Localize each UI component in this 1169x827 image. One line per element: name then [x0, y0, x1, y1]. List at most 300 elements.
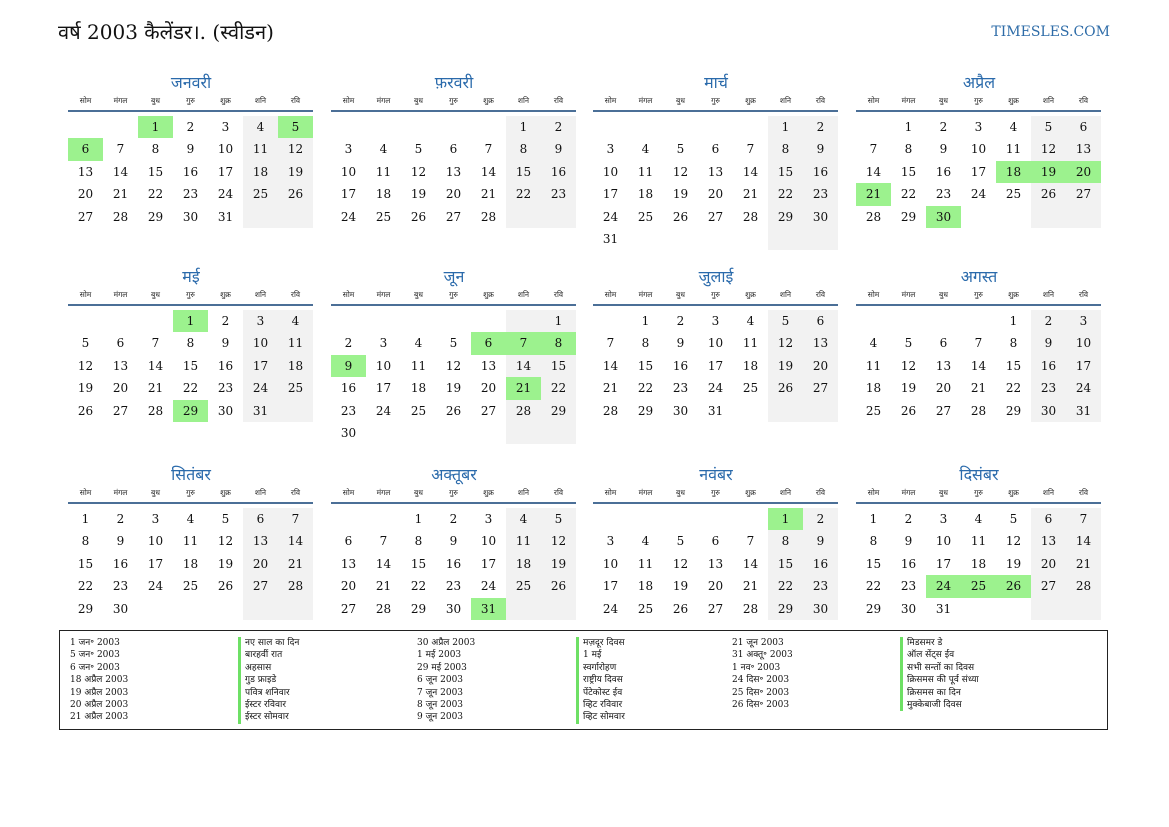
week-row: [593, 116, 839, 138]
site-link[interactable]: TIMESLES.COM: [991, 24, 1110, 40]
legend-holiday-name: पवित्र शनिवार: [238, 687, 299, 699]
week-row: [68, 206, 314, 228]
week-row: [331, 116, 577, 138]
week-row: [593, 332, 839, 354]
day-cell: 29: [900, 209, 917, 224]
month-title: सितंबर: [171, 465, 211, 484]
day-cell: 23: [935, 187, 952, 202]
empty-cell: [1066, 206, 1101, 228]
empty-cell: [698, 116, 733, 138]
day-cell: 19: [1005, 556, 1022, 571]
legend-date: 1 जन॰ 2003: [70, 638, 120, 648]
header-divider: [593, 304, 838, 306]
weekday-label: रवि: [553, 290, 564, 299]
day-cell: 17: [243, 355, 278, 377]
weekday-label: रवि: [1078, 290, 1089, 299]
day-cell: 13: [340, 556, 357, 571]
day-cell: 12: [410, 164, 427, 179]
day-cell: 7: [606, 336, 615, 351]
day-cell: 4: [746, 314, 755, 328]
day-cell: 1: [768, 116, 803, 138]
empty-cell: [541, 598, 576, 620]
day-cell: 8: [506, 138, 541, 160]
day-cell: 15: [182, 358, 199, 373]
day-cell: 18: [865, 381, 882, 396]
weekday-label: मंगल: [901, 488, 916, 497]
day-cell: 22: [865, 579, 882, 594]
empty-cell: [471, 422, 506, 444]
day-cell: 6: [116, 336, 125, 351]
empty-cell: [663, 228, 698, 250]
empty-cell: [698, 508, 733, 530]
weekday-label: बुध: [414, 290, 423, 299]
week-row: [593, 355, 839, 377]
empty-cell: [331, 310, 366, 332]
day-cell: 18: [637, 187, 654, 202]
weekday-label: बुध: [151, 488, 160, 497]
empty-cell: [278, 400, 313, 422]
week-row: [68, 530, 314, 552]
legend-date: 24 दिस॰ 2003: [732, 675, 790, 686]
day-cell: 27: [1031, 575, 1066, 597]
day-cell: 18: [637, 579, 654, 594]
weekday-label: गुरु: [974, 290, 983, 299]
weekday-label: रवि: [290, 488, 301, 497]
weekday-label: मंगल: [113, 290, 128, 299]
day-cell: 1: [768, 508, 803, 530]
day-cell: 14: [742, 164, 759, 179]
day-cell: 15: [1005, 358, 1022, 373]
day-cell: 14: [112, 164, 129, 179]
day-cell: 29: [865, 601, 882, 616]
legend-date: 19 अप्रैल 2003: [70, 687, 129, 698]
day-cell: 6: [711, 534, 720, 549]
day-cell: 3: [379, 336, 388, 351]
week-row: [593, 228, 839, 250]
day-cell: 9: [449, 534, 458, 549]
month-title: जून: [443, 267, 465, 286]
weekday-label: रवि: [553, 488, 564, 497]
legend-holiday-name: स्वर्गारोहण: [576, 662, 625, 674]
empty-cell: [803, 400, 838, 422]
day-cell: 11: [637, 164, 654, 179]
day-cell: 16: [1031, 355, 1066, 377]
week-row: [856, 116, 1102, 138]
week-row: [856, 355, 1102, 377]
day-cell: 31: [471, 598, 506, 620]
day-cell: 23: [1031, 377, 1066, 399]
month-block: [593, 266, 839, 422]
day-cell: 21: [970, 381, 987, 396]
weekday-label: बुध: [151, 290, 160, 299]
week-row: [856, 530, 1102, 552]
empty-cell: [278, 206, 313, 228]
weekday-label: गुरु: [186, 96, 195, 105]
day-cell: 14: [602, 358, 619, 373]
day-cell: 26: [672, 601, 689, 616]
empty-cell: [733, 508, 768, 530]
empty-cell: [803, 228, 838, 250]
day-cell: 11: [865, 358, 882, 373]
legend-date: 18 अप्रैल 2003: [70, 675, 129, 686]
day-cell: 23: [217, 381, 234, 396]
day-cell: 21: [278, 553, 313, 575]
day-cell: 22: [410, 579, 427, 594]
day-cell: 14: [742, 556, 759, 571]
legend-holiday-name: 1 मई: [576, 649, 625, 661]
weekday-label: रवि: [815, 290, 826, 299]
weekday-label: गुरु: [449, 96, 458, 105]
day-cell: 11: [278, 332, 313, 354]
day-cell: 21: [147, 381, 164, 396]
day-cell: 31: [243, 400, 278, 422]
weekday-label: रवि: [1078, 488, 1089, 497]
weekday-label: सोम: [79, 290, 92, 299]
week-row: [331, 355, 577, 377]
weekday-label: गुरु: [186, 290, 195, 299]
legend-holiday-name: पेंटेकोस्ट ईव: [576, 687, 625, 699]
empty-cell: [926, 310, 961, 332]
day-cell: 7: [151, 336, 160, 351]
day-cell: 25: [961, 575, 996, 597]
day-cell: 3: [243, 310, 278, 332]
day-cell: 23: [672, 381, 689, 396]
empty-cell: [593, 116, 628, 138]
week-row: [593, 575, 839, 597]
day-cell: 8: [186, 336, 195, 351]
day-cell: 14: [506, 355, 541, 377]
weekday-label: गुरु: [711, 290, 720, 299]
empty-cell: [593, 310, 628, 332]
header-divider: [856, 110, 1101, 112]
empty-cell: [278, 598, 313, 620]
day-cell: 10: [602, 164, 619, 179]
weekday-label: सोम: [604, 96, 617, 105]
week-row: [68, 508, 314, 530]
day-cell: 27: [480, 403, 497, 418]
empty-cell: [856, 310, 891, 332]
weekday-header: [68, 488, 314, 500]
day-cell: 8: [869, 534, 878, 549]
day-cell: 25: [182, 579, 199, 594]
month-block: [593, 464, 839, 620]
weekday-label: रवि: [815, 96, 826, 105]
day-cell: 24: [480, 579, 497, 594]
day-cell: 26: [996, 575, 1031, 597]
legend-holiday-name: ईस्टर सोमवार: [238, 711, 299, 723]
weekday-header: [856, 96, 1102, 108]
day-cell: 2: [1031, 310, 1066, 332]
day-cell: 13: [243, 530, 278, 552]
empty-cell: [401, 116, 436, 138]
month-block: [68, 464, 314, 620]
header-divider: [331, 110, 576, 112]
day-cell: 22: [768, 183, 803, 205]
day-cell: 24: [147, 579, 164, 594]
day-cell: 10: [217, 142, 234, 157]
day-cell: 15: [865, 556, 882, 571]
day-cell: 8: [414, 534, 423, 549]
day-cell: 17: [217, 164, 234, 179]
day-cell: 24: [707, 381, 724, 396]
day-cell: 6: [243, 508, 278, 530]
month-block: [593, 72, 839, 250]
day-cell: 21: [112, 187, 129, 202]
day-cell: 18: [182, 556, 199, 571]
day-cell: 4: [869, 336, 878, 351]
day-cell: 24: [375, 403, 392, 418]
day-cell: 3: [151, 512, 160, 526]
weekday-label: शुक्र: [745, 290, 756, 299]
weekday-label: मंगल: [901, 290, 916, 299]
empty-cell: [891, 310, 926, 332]
day-cell: 24: [602, 209, 619, 224]
day-cell: 5: [676, 142, 685, 157]
day-cell: 11: [637, 556, 654, 571]
legend-date: 5 जन॰ 2003: [70, 650, 120, 661]
day-cell: 13: [803, 332, 838, 354]
weekday-header: [68, 96, 314, 108]
weekday-label: मंगल: [113, 96, 128, 105]
week-row: [593, 161, 839, 183]
header-divider: [68, 304, 313, 306]
day-cell: 26: [77, 403, 94, 418]
week-row: [68, 377, 314, 399]
empty-cell: [961, 598, 996, 620]
day-cell: 2: [803, 116, 838, 138]
weekday-label: शनि: [517, 96, 530, 105]
day-cell: 6: [711, 142, 720, 157]
day-cell: 18: [506, 553, 541, 575]
day-cell: 22: [637, 381, 654, 396]
day-cell: 17: [1066, 355, 1101, 377]
empty-cell: [208, 598, 243, 620]
week-row: [856, 553, 1102, 575]
day-cell: 20: [77, 187, 94, 202]
day-cell: 17: [602, 187, 619, 202]
day-cell: 16: [112, 556, 129, 571]
day-cell: 4: [641, 142, 650, 157]
weekday-header: [593, 290, 839, 302]
day-cell: 7: [1066, 508, 1101, 530]
week-row: [68, 161, 314, 183]
day-cell: 6: [1031, 508, 1066, 530]
month-block: [856, 464, 1102, 620]
day-cell: 9: [676, 336, 685, 351]
empty-cell: [436, 422, 471, 444]
week-row: [331, 575, 577, 597]
day-cell: 10: [935, 534, 952, 549]
header-divider: [593, 110, 838, 112]
weekday-label: शुक्र: [483, 488, 494, 497]
day-cell: 10: [243, 332, 278, 354]
legend-names-column: [576, 637, 625, 724]
day-cell: 28: [480, 209, 497, 224]
day-cell: 5: [676, 534, 685, 549]
day-cell: 19: [672, 187, 689, 202]
week-row: [68, 553, 314, 575]
day-cell: 5: [278, 116, 313, 138]
weekday-label: बुध: [939, 488, 948, 497]
day-cell: 30: [803, 598, 838, 620]
day-cell: 19: [1031, 161, 1066, 183]
weekday-label: मंगल: [113, 488, 128, 497]
day-cell: 7: [278, 508, 313, 530]
day-cell: 22: [1005, 381, 1022, 396]
empty-cell: [68, 310, 103, 332]
weekday-label: गुरु: [711, 96, 720, 105]
weekday-label: बुध: [676, 488, 685, 497]
day-cell: 20: [1066, 161, 1101, 183]
weekday-label: मंगल: [638, 290, 653, 299]
day-cell: 15: [410, 556, 427, 571]
day-cell: 9: [803, 138, 838, 160]
day-cell: 29: [410, 601, 427, 616]
day-cell: 9: [116, 534, 125, 549]
empty-cell: [961, 206, 996, 228]
day-cell: 7: [974, 336, 983, 351]
month-block: [856, 72, 1102, 228]
month-title: जनवरी: [170, 73, 212, 92]
day-cell: 30: [803, 206, 838, 228]
weekday-label: मंगल: [901, 96, 916, 105]
day-cell: 9: [939, 142, 948, 157]
day-cell: 29: [173, 400, 208, 422]
day-cell: 4: [186, 512, 195, 526]
legend-date: 30 अप्रैल 2003: [417, 638, 476, 648]
weekday-label: सोम: [867, 290, 880, 299]
day-cell: 9: [186, 142, 195, 157]
day-cell: 5: [541, 508, 576, 530]
day-cell: 14: [865, 164, 882, 179]
day-cell: 7: [116, 142, 125, 157]
day-cell: 29: [147, 209, 164, 224]
day-cell: 20: [243, 553, 278, 575]
day-cell: 13: [1066, 138, 1101, 160]
day-cell: 29: [768, 598, 803, 620]
day-cell: 7: [869, 142, 878, 157]
weekday-label: शनि: [517, 488, 530, 497]
day-cell: 17: [602, 579, 619, 594]
header-divider: [331, 304, 576, 306]
day-cell: 6: [68, 138, 103, 160]
weekday-label: मंगल: [638, 488, 653, 497]
day-cell: 2: [939, 120, 948, 134]
weekday-label: शनि: [254, 290, 267, 299]
weekday-label: सोम: [867, 488, 880, 497]
day-cell: 27: [707, 601, 724, 616]
day-cell: 11: [410, 358, 427, 373]
day-cell: 2: [344, 336, 353, 351]
weekday-label: शुक्र: [483, 290, 494, 299]
weekday-label: रवि: [1078, 96, 1089, 105]
month-block: [856, 266, 1102, 422]
day-cell: 11: [742, 336, 759, 351]
week-row: [68, 598, 314, 620]
day-cell: 7: [379, 534, 388, 549]
month-title: जुलाई: [698, 267, 734, 286]
day-cell: 12: [77, 358, 94, 373]
day-cell: 16: [541, 161, 576, 183]
legend-date: 6 जून 2003: [417, 675, 464, 686]
day-cell: 1: [1009, 314, 1018, 328]
day-cell: 12: [541, 530, 576, 552]
day-cell: 30: [340, 425, 357, 440]
day-cell: 26: [445, 403, 462, 418]
empty-cell: [436, 116, 471, 138]
legend-holiday-name: अहसास: [238, 662, 299, 674]
legend-holiday-name: ऑल सेंट्स ईव: [900, 649, 979, 661]
legend-date: 8 जून 2003: [417, 699, 464, 710]
weekday-label: रवि: [290, 290, 301, 299]
day-cell: 22: [77, 579, 94, 594]
day-cell: 10: [480, 534, 497, 549]
day-cell: 25: [410, 403, 427, 418]
week-row: [331, 553, 577, 575]
week-row: [593, 310, 839, 332]
day-cell: 8: [151, 142, 160, 157]
day-cell: 11: [375, 164, 392, 179]
empty-cell: [1031, 206, 1066, 228]
day-cell: 3: [974, 120, 983, 134]
day-cell: 19: [541, 553, 576, 575]
legend-date: 21 जून 2003: [732, 638, 784, 648]
week-row: [856, 206, 1102, 228]
month-block: [68, 266, 314, 422]
day-cell: 6: [344, 534, 353, 549]
weekday-label: गुरु: [974, 488, 983, 497]
day-cell: 24: [1066, 377, 1101, 399]
empty-cell: [733, 228, 768, 250]
day-cell: 8: [768, 138, 803, 160]
empty-cell: [331, 116, 366, 138]
day-cell: 8: [541, 332, 576, 354]
day-cell: 24: [970, 187, 987, 202]
empty-cell: [541, 422, 576, 444]
empty-cell: [506, 422, 541, 444]
month-title: मार्च: [704, 73, 728, 92]
day-cell: 27: [707, 209, 724, 224]
day-cell: 22: [147, 187, 164, 202]
day-cell: 30: [926, 206, 961, 228]
day-cell: 20: [480, 381, 497, 396]
day-cell: 19: [410, 187, 427, 202]
month-title: मई: [182, 267, 200, 286]
day-cell: 23: [803, 575, 838, 597]
day-cell: 6: [471, 332, 506, 354]
empty-cell: [366, 116, 401, 138]
day-cell: 4: [414, 336, 423, 351]
day-cell: 25: [506, 575, 541, 597]
day-cell: 10: [707, 336, 724, 351]
day-cell: 10: [340, 164, 357, 179]
day-cell: 11: [970, 534, 987, 549]
day-cell: 25: [243, 183, 278, 205]
day-cell: 13: [707, 556, 724, 571]
weekday-label: सोम: [79, 488, 92, 497]
week-row: [68, 116, 314, 138]
day-cell: 19: [900, 381, 917, 396]
day-cell: 27: [77, 209, 94, 224]
day-cell: 2: [803, 508, 838, 530]
week-row: [331, 377, 577, 399]
weekday-label: शुक्र: [1008, 290, 1019, 299]
weekday-label: शनि: [254, 96, 267, 105]
week-row: [593, 508, 839, 530]
day-cell: 7: [484, 142, 493, 157]
day-cell: 27: [112, 403, 129, 418]
week-row: [856, 332, 1102, 354]
